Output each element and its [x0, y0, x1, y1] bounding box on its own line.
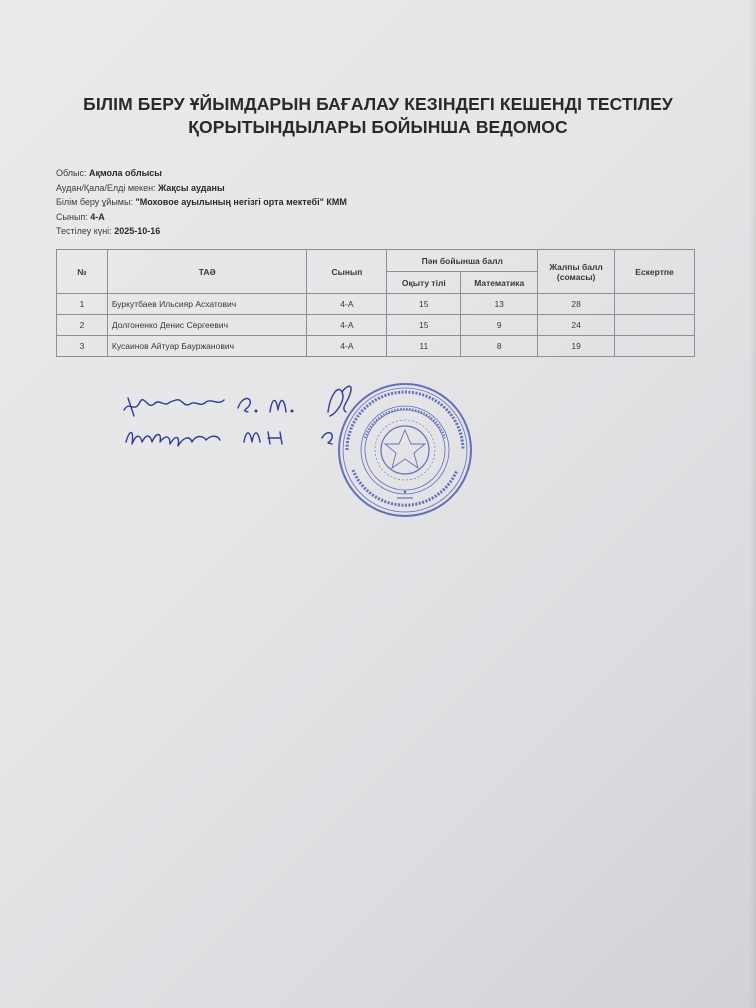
cell-total: 24 [538, 315, 615, 336]
header-name: ТАӘ [107, 250, 307, 294]
header-note: Ескертпе [615, 250, 695, 294]
meta-school-label: Білім беру ұйымы: [56, 197, 133, 207]
cell-name: Кусаинов Айтуар Бауржанович [107, 336, 307, 357]
cell-name: Долгоненко Денис Сергеевич [107, 315, 307, 336]
header-subject-group: Пән бойынша балл [387, 250, 538, 272]
meta-date [56, 224, 347, 239]
cell-class: 4-А [307, 294, 387, 315]
cell-total: 19 [538, 336, 615, 357]
cell-note [615, 294, 695, 315]
table-row [57, 315, 695, 336]
results-table [56, 249, 695, 357]
cell-num: 2 [57, 315, 108, 336]
cell-note [615, 336, 695, 357]
cell-reading: 15 [387, 294, 461, 315]
meta-region-value: Ақмола облысы [89, 168, 162, 178]
header-reading: Оқыту тілі [387, 272, 461, 294]
meta-district [56, 181, 347, 196]
meta-class-label: Сынып: [56, 211, 88, 222]
meta-block [56, 166, 347, 239]
title-line-2: ҚОРЫТЫНДЫЛАРЫ БОЙЫНША ВЕДОМОС [188, 117, 568, 137]
header-num: № [57, 250, 108, 294]
cell-math: 9 [461, 315, 538, 336]
cell-class: 4-А [307, 336, 387, 357]
meta-class [56, 210, 347, 225]
cell-note [615, 315, 695, 336]
cell-name: Буркутбаев Ильсияр Асхатович [107, 294, 307, 315]
meta-district-label: Аудан/Қала/Елді мекен: [56, 182, 156, 193]
header-total: Жалпы балл (сомасы) [538, 250, 615, 294]
document-title [30, 93, 726, 139]
cell-total: 28 [538, 294, 615, 315]
meta-date-label: Тестілеу күні: [56, 226, 112, 236]
meta-school-value: "Моховое ауылының негізгі орта мектебі" КММ [135, 197, 347, 207]
title-line-1: БІЛІМ БЕРУ ҰЙЫМДАРЫН БАҒАЛАУ КЕЗІНДЕГІ КЕШЕНДІ ТЕСТІЛЕУ [83, 94, 673, 114]
meta-district-value: Жақсы ауданы [158, 182, 225, 193]
cell-num: 3 [57, 336, 108, 357]
meta-class-value: 4-А [90, 211, 105, 222]
header-math: Математика [461, 272, 538, 294]
cell-math: 8 [461, 336, 538, 357]
cell-reading: 15 [387, 315, 461, 336]
header-class: Сынып [307, 250, 387, 294]
cell-num: 1 [57, 294, 108, 315]
cell-math: 13 [461, 294, 538, 315]
cell-reading: 11 [387, 336, 461, 357]
table-row [57, 336, 695, 357]
ink-initial-mark [320, 378, 380, 438]
meta-region-label: Облыс: [56, 168, 87, 178]
meta-school [56, 195, 347, 210]
table-row [57, 294, 695, 315]
page-fold-shadow [750, 0, 756, 1008]
meta-date-value: 2025-10-16 [114, 226, 161, 236]
cell-class: 4-А [307, 315, 387, 336]
meta-region [56, 166, 347, 181]
